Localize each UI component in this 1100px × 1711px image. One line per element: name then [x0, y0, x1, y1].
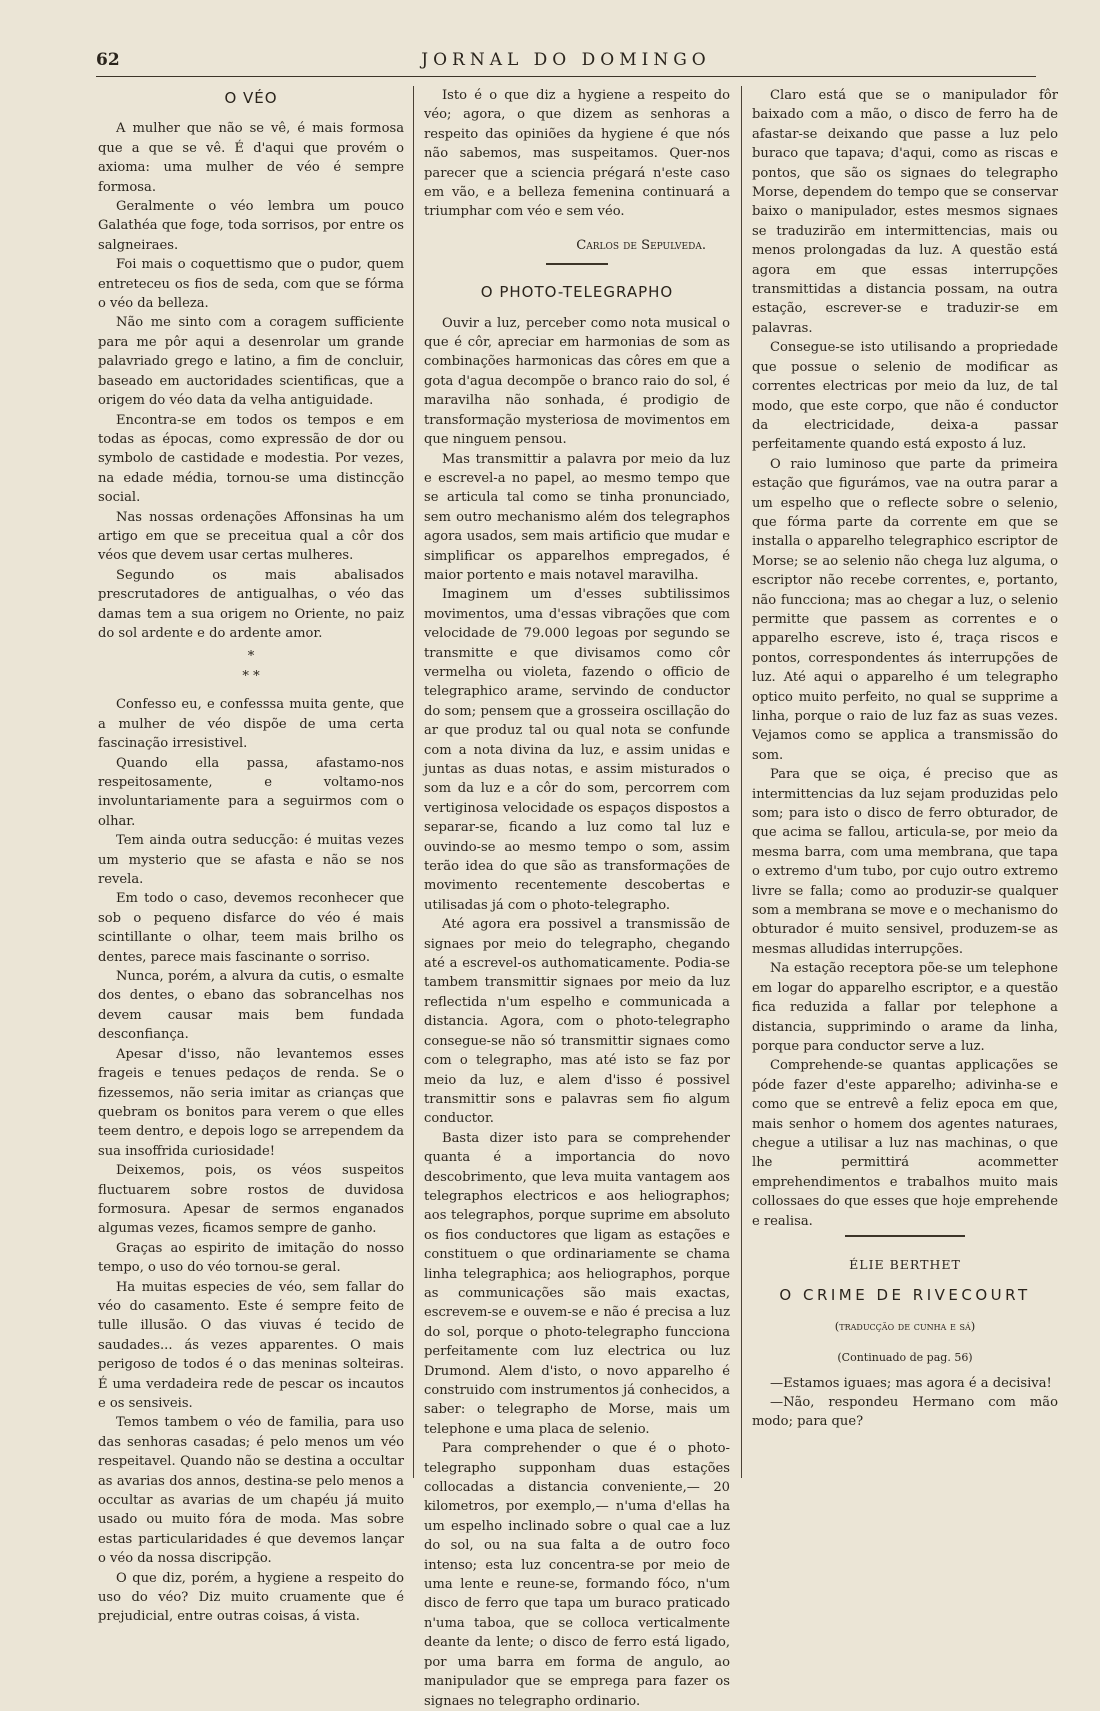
paragraph: Confesso eu, e confesssa muita gente, que a mulher de véo dispõe de uma certa fascinação irresistivel.: [98, 697, 404, 752]
paragraph: Para que se oiça, é preciso que as intermittencias da luz sejam produzidas pelo som; para isto o disco de ferro obturador, de que acima se fallou, articula-se, por meio da mesma barra, com uma membrana, que tapa o extremo d'um tubo, por cujo outro extremo livre se falla; como ao produzir-se qualquer som a membrana se move e o mechanismo do obturador é muito sensivel, produzem-se as mesmas alludidas interrupções.: [752, 767, 1058, 957]
asterism-bottom: * *: [242, 669, 260, 685]
paragraph: Nas nossas ordenações Affonsinas ha um artigo em que se preceitua qual a côr dos véos que devem usar certas mulheres.: [98, 509, 404, 564]
paragraph: Basta dizer isto para se comprehender quanta é a importancia do novo descobrimento, que leva muita vantagem aos telegraphos electricos e aos heliographos; aos telegraphos, porque suprime em absoluto os fios conductores que ligam as estações e constituem o que ordinariamente se chama linha telegraphica; aos heliographos, porque as communicações são mais exactas, escrevem-se e ouvem-se e não é precisa a luz do sol, porque o photo-telegrapho funcciona perfeitamente com luz electrica ou luz Drumond. Alem d'isto, o novo apparelho é construido com instrumentos já conhecidos, a saber: o telegrapho de Morse, mais um telephone e uma placa de selenio.: [424, 1130, 730, 1437]
paragraph: Até agora era possivel a transmissão de signaes por meio do telegrapho, chegando até a escrevel-os authomaticamente. Podia-se tambem transmittir signaes por meio da luz reflectida n'um espelho e communicada a distancia. Agora, com o photo-telegrapho consegue-se não só transmittir signaes como com o telegrapho, mas até isto se faz por meio da luz, e alem d'isso é possivel transmittir sons e palavras sem fio algum conductor.: [424, 917, 730, 1127]
paragraph: Em todo o caso, devemos reconhecer que sob o pequeno disfarce do véo é mais scintillante o olhar, teem mais brilho os dentes, parece mais fascinante o sorriso.: [98, 891, 404, 965]
dialogue-line: —Não, respondeu Hermano com mão modo; para que?: [752, 1395, 1058, 1430]
column-divider: [741, 86, 742, 1478]
veo-paragraphs-b: [98, 695, 404, 1627]
photo-paragraphs: [424, 314, 730, 1711]
feuilleton-translation-credit: (traducção de cunha e sá): [834, 1318, 976, 1333]
paragraph: Consegue-se isto utilisando a propriedade que possue o selenio de modificar as correntes electricas por meio da luz, de tal modo, que este corpo, que não é conductor da electricidade, deixa-a passar perfeitamente quando está exposto á luz.: [752, 340, 1058, 453]
paragraph: Isto é o que diz a hygiene a respeito do véo; agora, o que dizem as senhoras a respeito das opiniões da hygiene é que nós não sabemos, mas suspeitamos. Quer-nos parecer que a sciencia prégará n'este caso em vão, e a belleza femenina continuará a triumphar com véo e sem véo.: [424, 88, 730, 220]
paragraph: O raio luminoso que parte da primeira estação que figurámos, vae na outra parar a um espelho que o reflecte sobre o selenio, que fórma parte da corrente em que se installa o apparelho telegraphico escriptor de Morse; se ao selenio não chega luz alguma, o escriptor não recebe correntes, e, portanto, não funcciona; mas ao chegar a luz, o selenio permitte que passem as correntes e o apparelho escreve, isto é, traça riscos e pontos, correspondentes ás interrupções de luz. Até aqui o apparelho é um telegrapho optico muito perfeito, no qual se supprime a linha, porque o raio de luz faz as suas vezes. Vejamos como se applica a transmissão do som.: [752, 456, 1058, 763]
masthead: JORNAL DO DOMINGO: [421, 50, 711, 70]
paragraph: Ouvir a luz, perceber como nota musical o que é côr, apreciar em harmonias de som as combinações harmonicas das côres em que a gota d'agua decompõe o branco raio do sol, é maravilha não sonhada, é prodigio de transformação mysteriosa de movimentos em que ninguem pensou.: [424, 315, 730, 448]
column-1: [98, 86, 404, 1627]
column-3: [752, 86, 1058, 1432]
veo-paragraphs-a: [98, 119, 404, 643]
continued-note: (Continuado de pag. 56): [837, 1351, 973, 1365]
header-rule: [96, 76, 1036, 77]
paragraph: Ha muitas especies de véo, sem fallar do véo do casamento. Este é sempre feito de tulle illusão. O das viuvas é tecido de saudades... ás vezes apparentes. O mais perigoso de todos é o das meninas solteiras. É uma verdadeira rede de pescar os incautos e os sensiveis.: [98, 1279, 404, 1411]
paragraph: Temos tambem o véo de familia, para uso das senhoras casadas; é pelo menos um véo respeitavel. Quando não se destina a occultar as avarias dos annos, destina-se pelo menos a occultar as avarias de um chapéu já muito usado ou muito fóra de moda. Mas sobre estas particularidades é que devemos lançar o véo da nossa discripção.: [98, 1415, 404, 1567]
feuilleton-title: O CRIME DE RIVECOURT: [779, 1286, 1031, 1305]
paragraph: Geralmente o véo lembra um pouco Galathéa que foge, toda sorrisos, por entre os salgneiraes.: [98, 199, 404, 253]
paragraph: Para comprehender o que é o photo-telegrapho supponham duas estações collocadas a distancia conveniente,— 20 kilometros, por exemplo,— n'uma d'ellas ha um espelho inclinado sobre o qual cae a luz do sol, ou na sua falta a de outro foco intenso; esta luz concentra-se por meio de uma lente e reune-se, formando fóco, n'um disco de ferro que tapa um buraco praticado n'uma taboa, que se colloca verticalmente deante da lente; o disco de ferro está ligado, por uma barra em forma de angulo, ao manipulador que se emprega para fazer os signaes no telegrapho ordinario.: [424, 1441, 730, 1709]
paragraph: Apesar d'isso, não levantemos esses frageis e tenues pedaços de renda. Se o fizessemos, não seria imitar as crianças que quebram os bonitos para verem o que elles teem dentro, e depois logo se arrependem da sua insoffrida curiosidade!: [98, 1046, 404, 1159]
asterism-top: *: [247, 649, 255, 665]
paragraph: Comprehende-se quantas applicações se póde fazer d'este apparelho; adivinha-se e como que se entrevê a feliz epoca em que, mais senhor o homem dos agentes naturaes, chegue a utilisar a luz nas machinas, o que lhe permittirá acommetter emprehendimentos e trabalhos muito mais collossaes do que esses que hoje emprehende e realisa.: [752, 1058, 1058, 1229]
paragraph: Deixemos, pois, os véos suspeitos fluctuarem sobre rostos de duvidosa formosura. Apesar de sermos enganados algumas vezes, ficamos sempre de ganho.: [98, 1163, 404, 1237]
paragraph: Encontra-se em todos os tempos e em todas as épocas, como expressão de dor ou symbolo de castidade e modestia. Por vezes, na edade média, tornou-se uma distincção social.: [98, 412, 404, 506]
page-header: [96, 50, 1036, 74]
page-number: 62: [96, 50, 120, 70]
section-separator: [845, 1235, 965, 1237]
column-2: [424, 86, 730, 1711]
asterism: [98, 647, 404, 687]
paragraph: Imaginem um d'esses subtilissimos movimentos, uma d'essas vibrações que com velocidade de 79.000 legoas por segundo se transmitte e que divisamos como côr vermelha ou violeta, fazendo o officio de telegraphico arame, servindo de conductor do som; pensem que a grosseira oscillação do ar que produz tal ou qual nota se confunde com a nota divina da luz, e assim unidas e juntas as duas notas, e assim misturados o som da luz e a côr do som, percorrem com vertiginosa velocidade os espaços dispostos a separar-se, ficando a luz como tal luz e ouvindo-se ao mesmo tempo o som, assim terão idea do que são as transformações de movimento recentemente descobertas e utilisadas já com o photo-telegrapho.: [424, 587, 730, 913]
paragraph: Não me sinto com a coragem sufficiente para me pôr aqui a desenrolar um grande palavriado grego e latino, a fim de concluir, baseado em auctoridades scientificas, que a origem do véo data da velha antiguidade.: [98, 315, 404, 409]
paragraph: Nunca, porém, a alvura da cutis, o esmalte dos dentes, o ebano das sobrancelhas nos devem causar mais bem fundada desconfiança.: [98, 969, 404, 1043]
paragraph: O que diz, porém, a hygiene a respeito do uso do véo? Diz muito cruamente que é prejudicial, entre outras coisas, á vista.: [98, 1570, 404, 1625]
paragraph: Mas transmittir a palavra por meio da luz e escrevel-a no papel, ao mesmo tempo que se articula tal como se tinha pronunciado, sem outro mechanismo além dos telegraphos agora usados, sem mais artificio que mudar e simplificar os apparelhos empregados, é maior portento e mais notavel maravilha.: [424, 451, 730, 583]
paragraph: Na estação receptora põe-se um telephone em logar do apparelho escriptor, e a questão fica reduzida a fallar por telephone a distancia, supprimindo o arame da linha, porque para conductor serve a luz.: [752, 961, 1058, 1054]
article-title-photo-telegrapho: O PHOTO-TELEGRAPHO: [480, 283, 674, 302]
section-separator: [546, 263, 608, 265]
article-title-veo: O VÉO: [224, 89, 278, 107]
paragraph: Foi mais o coquettismo que o pudor, quem entreteceu os fios de seda, com que se fórma o véo da belleza.: [98, 257, 404, 312]
column-divider: [413, 86, 414, 1478]
paragraph: Segundo os mais abalisados prescrutadores de antigualhas, o véo das damas tem a sua origem no Oriente, no paiz do sol ardente e do ardente amor.: [98, 567, 404, 641]
author-signature: Carlos de Sepulveda.: [576, 237, 706, 253]
paragraph: Claro está que se o manipulador fôr baixado com a mão, o disco de ferro ha de afastar-se deixando que passe a luz pelo buraco que tapava; d'aqui, como as riscas e pontos, que são os signaes do telegrapho Morse, dependem do tempo que se conservar baixo o manipulador, estes mesmos signaes se traduzirão em intermittencias, mais ou menos prolongadas da luz. A questão está agora em que essas interrupções transmittidas a distancia possam, na outra estação, escrever-se e traduzir-se em palavras.: [752, 88, 1058, 336]
dialogue-line: —Estamos iguaes; mas agora é a decisiva!: [770, 1375, 1052, 1391]
feuilleton-author: ÉLIE BERTHET: [849, 1256, 961, 1272]
paragraph: Graças ao espirito de imitação do nosso tempo, o uso do véo tornou-se geral.: [98, 1240, 404, 1276]
paragraph: Quando ella passa, afastamo-nos respeitosamente, e voltamo-nos involuntariamente para a seguirmos com o olhar.: [98, 755, 404, 829]
paragraph: Tem ainda outra seducção: é muitas vezes um mysterio que se afasta e não se nos revela.: [98, 833, 404, 888]
paragraph: A mulher que não se vê, é mais formosa que a que se vê. É d'aqui que provém o axioma: uma mulher de véo é sempre formosa.: [98, 121, 404, 195]
